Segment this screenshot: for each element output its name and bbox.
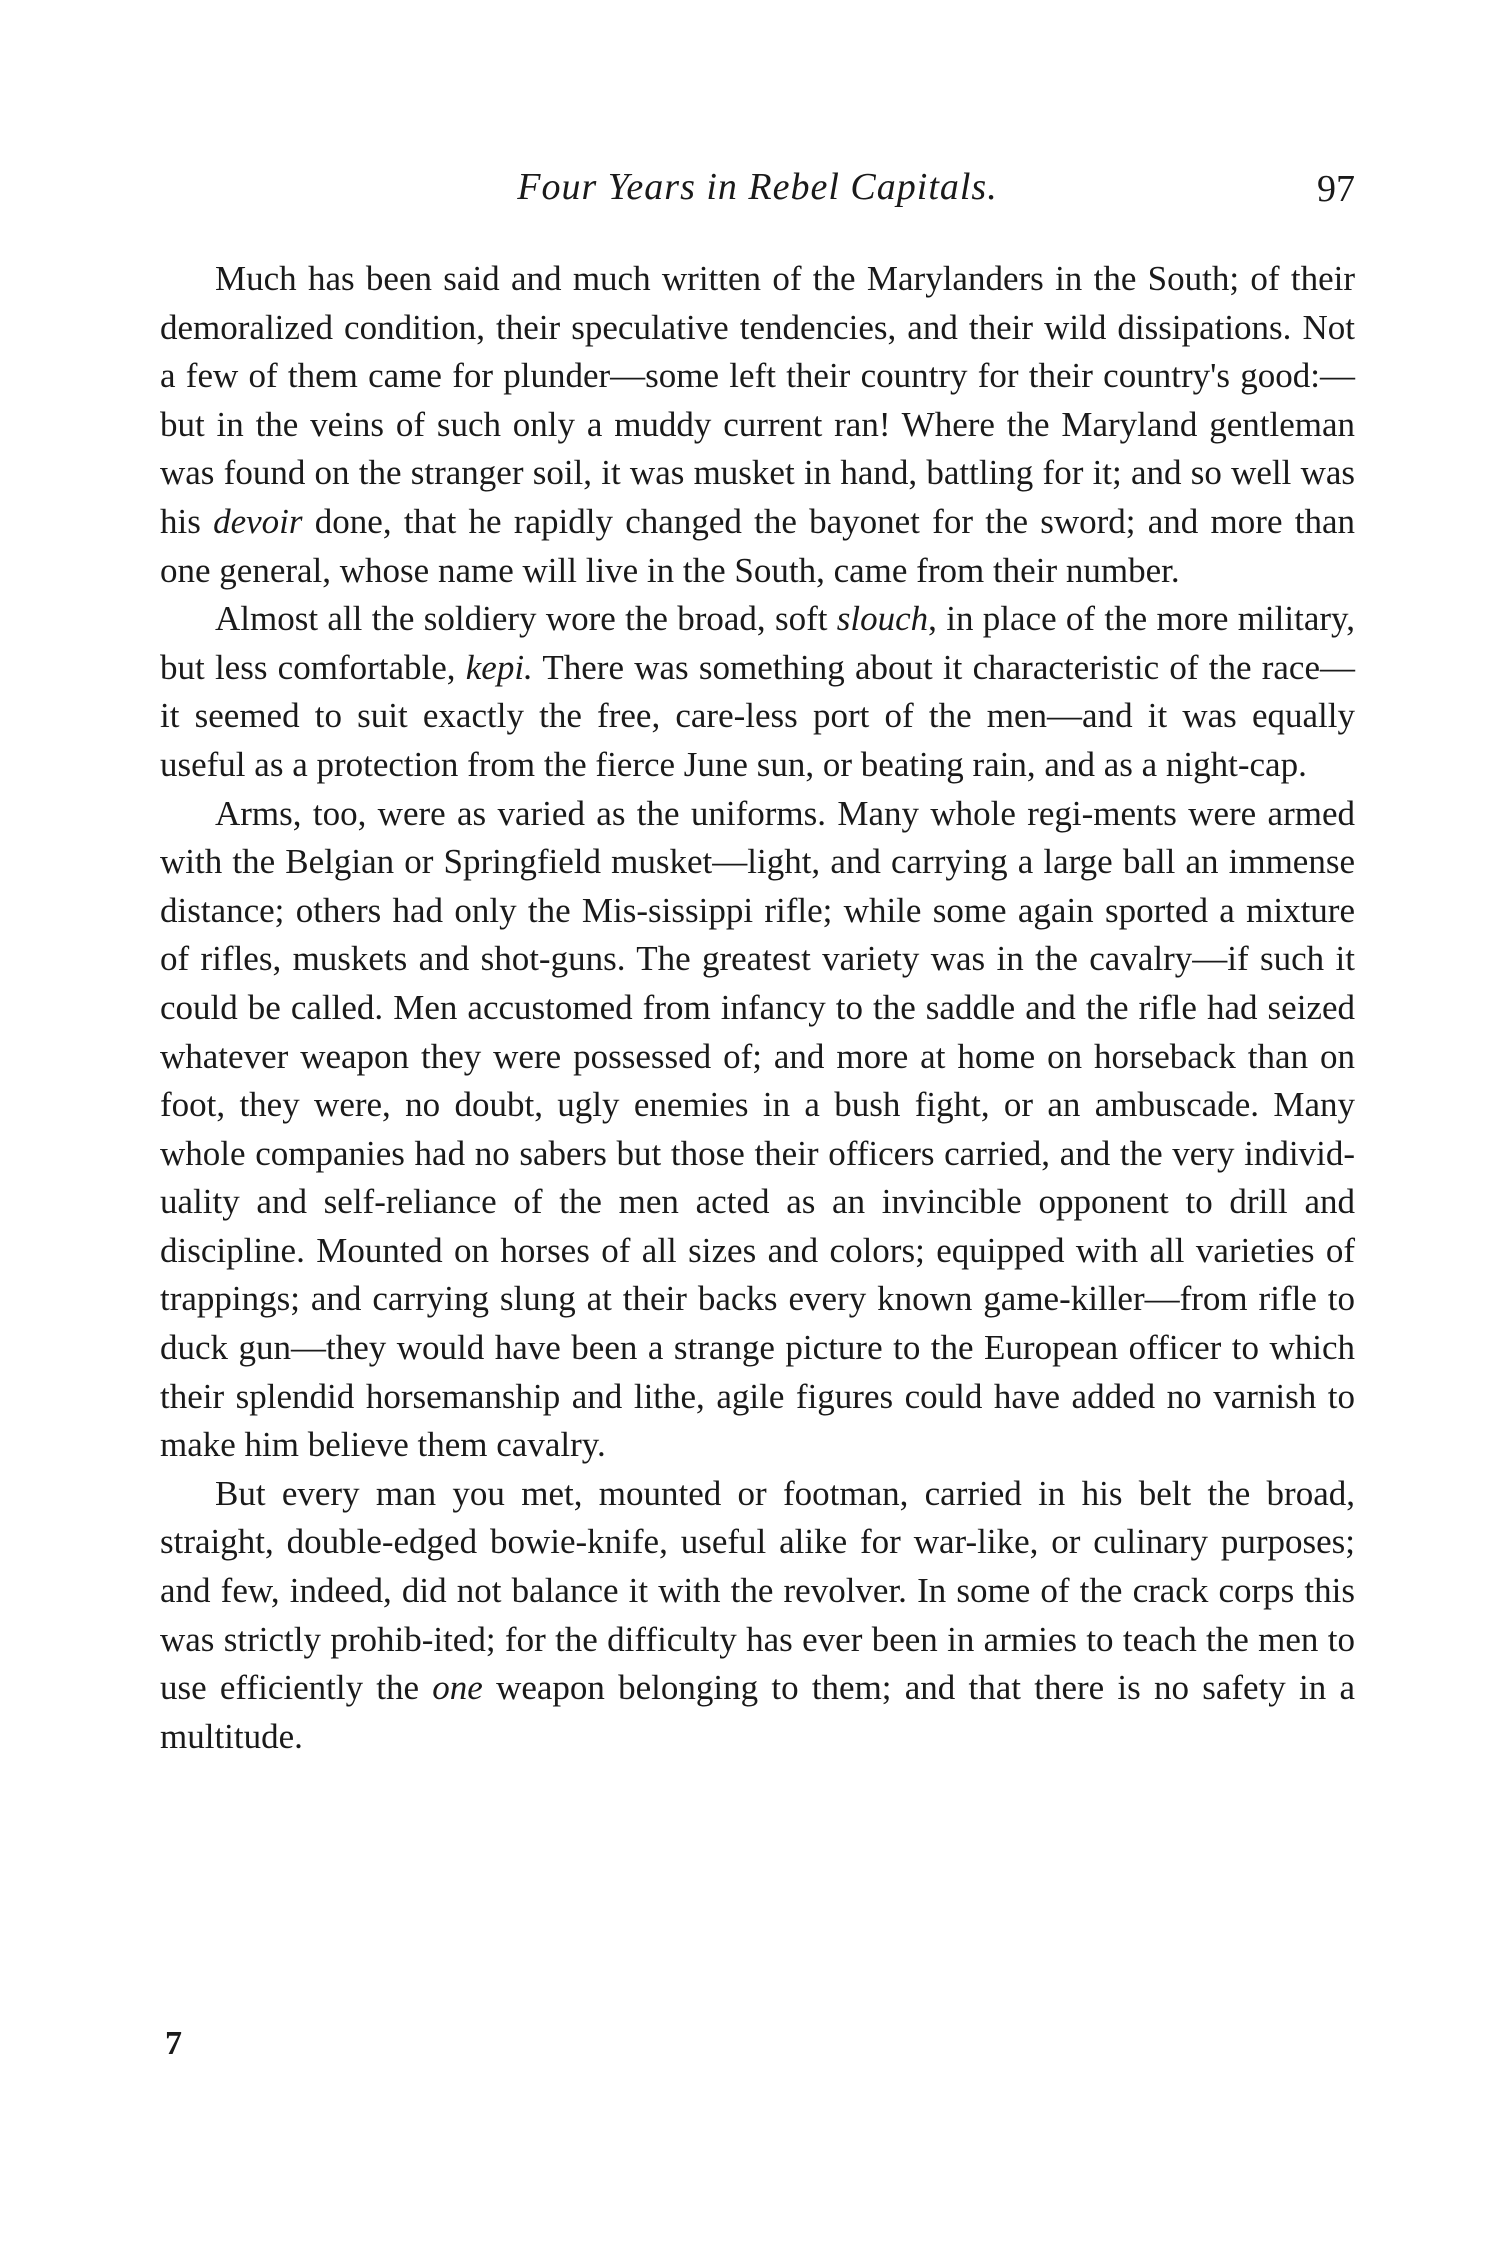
paragraph-text: There was something about it characteristic of the race—it seemed to suit exactly the free, care-less port of the men—and it was equally useful as a protection from the fierce June sun, or beating rain, and as a night-cap. bbox=[160, 647, 1355, 784]
paragraph-text: done, that he rapidly changed the bayonet for the sword; and more than one general, whose name will live in the South, came from their number. bbox=[160, 501, 1355, 590]
body-text bbox=[160, 255, 1355, 1761]
paragraph-text: Almost all the soldiery wore the broad, soft bbox=[215, 599, 837, 639]
signature-mark: 7 bbox=[165, 2025, 182, 2062]
paragraph-text: weapon belonging to them; and that there is no safety in a multitude. bbox=[160, 1668, 1356, 1756]
page-number: 97 bbox=[1317, 168, 1355, 210]
paragraph-slouch bbox=[160, 595, 1355, 789]
italic-term-devoir: devoir bbox=[213, 501, 303, 541]
italic-term-one: one bbox=[432, 1668, 483, 1708]
italic-term-slouch: slouch bbox=[836, 599, 929, 639]
paragraph-arms bbox=[160, 790, 1355, 1470]
paragraph-marylanders bbox=[160, 255, 1355, 595]
paragraph-text: , in place of the more military, but less comfortable, bbox=[160, 599, 1355, 687]
paragraph-bowie-knife bbox=[160, 1470, 1355, 1762]
running-head bbox=[160, 165, 1355, 215]
paragraph-text: But every man you met, mounted or footman, carried in his belt the broad, straight, double-edged bowie-knife, useful alike for war-like, or culinary purposes; and few, indeed, did not balance it with the revolver. In some of the crack corps this was strictly prohib-ited; for the difficulty has ever been in armies to teach the men to use efficiently the bbox=[160, 1473, 1355, 1708]
paragraph-text: Arms, too, were as varied as the uniforms. Many whole regi-ments were armed with the Belgian or Springfield musket—light, and carrying a large ball an immense distance; others had only the Mis-sissippi rifle; while some again sported a mixture of rifles, muskets and shot-guns. The greatest variety was in the cavalry—if such it could be called. Men accustomed from infancy to the saddle and the rifle had seized whatever weapon they were possessed of; and more at home on horseback than on foot, they were, no doubt, ugly enemies in a bush fight, or an ambuscade. Many whole companies had no sabers but those their officers carried, and the very individ-uality and self-reliance of the men acted as an invincible opponent to drill and discipline. Mounted on horses of all sizes and colors; equipped with all varieties of trappings; and carrying slung at their backs every known game-killer—from rifle to duck gun—they would have been a strange picture to the European officer to which their splendid horsemanship and lithe, agile figures could have added no varnish to make him believe them cavalry. bbox=[160, 793, 1355, 1465]
italic-term-kepi: kepi. bbox=[465, 647, 533, 687]
running-title: Four Years in Rebel Capitals. bbox=[517, 166, 998, 208]
paragraph-text: Much has been said and much written of the Marylanders in the South; of their demoralized condition, their speculative tendencies, and their wild dissipations. Not a few of them came for plunder—some left their country for their country's good:—but in the veins of such only a muddy current ran! Where the Maryland gentleman was found on the stranger soil, it was musket in hand, battling for it; and so well was his bbox=[160, 259, 1355, 541]
